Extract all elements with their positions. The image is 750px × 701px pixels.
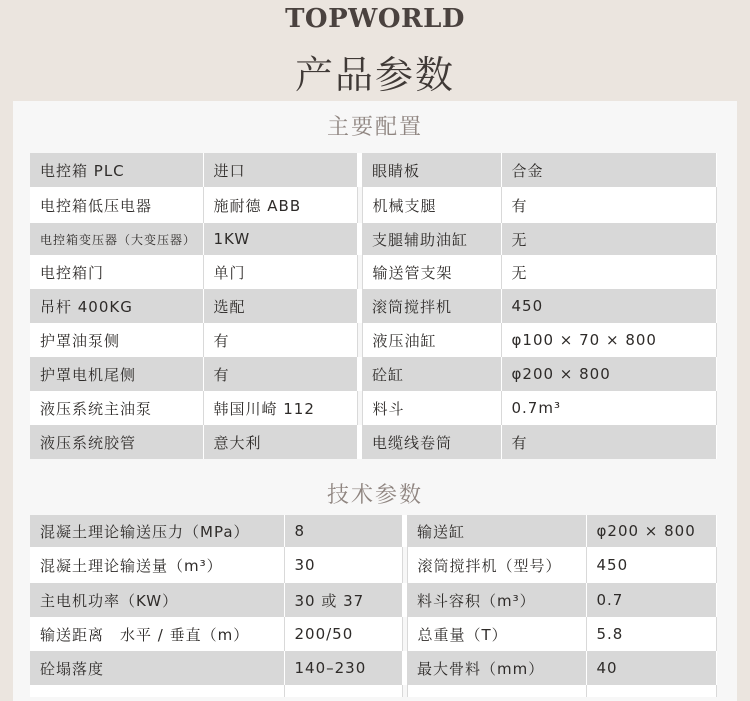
table-row <box>30 391 716 425</box>
config-value: 有 <box>203 323 357 357</box>
config-value: 450 <box>501 289 716 323</box>
config-value: 意大利 <box>203 425 357 459</box>
tech-table <box>30 515 717 697</box>
table-row <box>30 685 716 697</box>
tech-value: 30 或 37 <box>284 583 402 617</box>
config-label: 液压系统胶管 <box>30 425 203 459</box>
config-section-title: 主要配置 <box>326 115 423 140</box>
config-label: 电缆线卷筒 <box>362 425 501 459</box>
tech-value: 200/50 <box>284 617 402 651</box>
config-value: 无 <box>501 255 716 289</box>
config-label: 电控箱变压器（大变压器） <box>30 223 203 255</box>
config-value: φ200 × 800 <box>501 357 716 391</box>
tech-value: 30 <box>284 547 402 583</box>
table-row <box>30 323 716 357</box>
config-label: 眼睛板 <box>362 153 501 187</box>
table-row <box>30 425 716 459</box>
tech-value: 450 <box>586 547 716 583</box>
config-value: 合金 <box>501 153 716 187</box>
tech-label: 混凝土理论输送量（m³） <box>30 547 284 583</box>
tech-label: 总重量（T） <box>407 617 586 651</box>
brand-logo: TOPWORLD <box>285 4 465 34</box>
config-label: 料斗 <box>362 391 501 425</box>
table-row <box>30 289 716 323</box>
tech-value: 8 <box>284 515 402 547</box>
config-label: 吊杆 400KG <box>30 289 203 323</box>
config-table <box>30 153 717 459</box>
config-label: 液压油缸 <box>362 323 501 357</box>
tech-value <box>284 685 402 697</box>
tech-label: 输送距离 水平 / 垂直（m） <box>30 617 284 651</box>
table-row <box>30 223 716 255</box>
config-value: 有 <box>203 357 357 391</box>
config-label: 护罩电机尾侧 <box>30 357 203 391</box>
tech-label: 滚筒搅拌机（型号） <box>407 547 586 583</box>
config-label: 输送管支架 <box>362 255 501 289</box>
tech-value: φ200 × 800 <box>586 515 716 547</box>
tech-label: 混凝土理论输送压力（MPa） <box>30 515 284 547</box>
table-row <box>30 255 716 289</box>
tech-value <box>586 685 716 697</box>
table-row <box>30 515 716 547</box>
tech-label: 输送缸 <box>407 515 586 547</box>
config-label: 支腿辅助油缸 <box>362 223 501 255</box>
config-value: 选配 <box>203 289 357 323</box>
config-label: 液压系统主油泵 <box>30 391 203 425</box>
table-row <box>30 651 716 685</box>
tech-label <box>407 685 586 697</box>
table-row <box>30 153 716 187</box>
config-label: 电控箱门 <box>30 255 203 289</box>
config-value: 单门 <box>203 255 357 289</box>
page-title: 产品参数 <box>294 53 455 97</box>
table-row <box>30 357 716 391</box>
config-value: 无 <box>501 223 716 255</box>
config-label: 电控箱低压电器 <box>30 187 203 223</box>
tech-section-title: 技术参数 <box>326 483 423 508</box>
config-label: 护罩油泵侧 <box>30 323 203 357</box>
table-row <box>30 187 716 223</box>
config-value: 韩国川崎 112 <box>203 391 357 425</box>
config-label: 机械支腿 <box>362 187 501 223</box>
table-row <box>30 617 716 651</box>
tech-value: 0.7 <box>586 583 716 617</box>
tech-value: 40 <box>586 651 716 685</box>
config-value: 施耐德 ABB <box>203 187 357 223</box>
config-value: 有 <box>501 187 716 223</box>
tech-label: 主电机功率（KW） <box>30 583 284 617</box>
config-label: 砼缸 <box>362 357 501 391</box>
tech-label: 砼塌落度 <box>30 651 284 685</box>
config-value: 有 <box>501 425 716 459</box>
config-label: 滚筒搅拌机 <box>362 289 501 323</box>
config-value: 进口 <box>203 153 357 187</box>
tech-label: 最大骨料（mm） <box>407 651 586 685</box>
tech-label <box>30 685 284 697</box>
config-value: φ100 × 70 × 800 <box>501 323 716 357</box>
config-label: 电控箱 PLC <box>30 153 203 187</box>
tech-value: 5.8 <box>586 617 716 651</box>
config-value: 0.7m³ <box>501 391 716 425</box>
tech-label: 料斗容积（m³） <box>407 583 586 617</box>
table-row <box>30 547 716 583</box>
config-value: 1KW <box>203 223 357 255</box>
table-row <box>30 583 716 617</box>
tech-value: 140–230 <box>284 651 402 685</box>
